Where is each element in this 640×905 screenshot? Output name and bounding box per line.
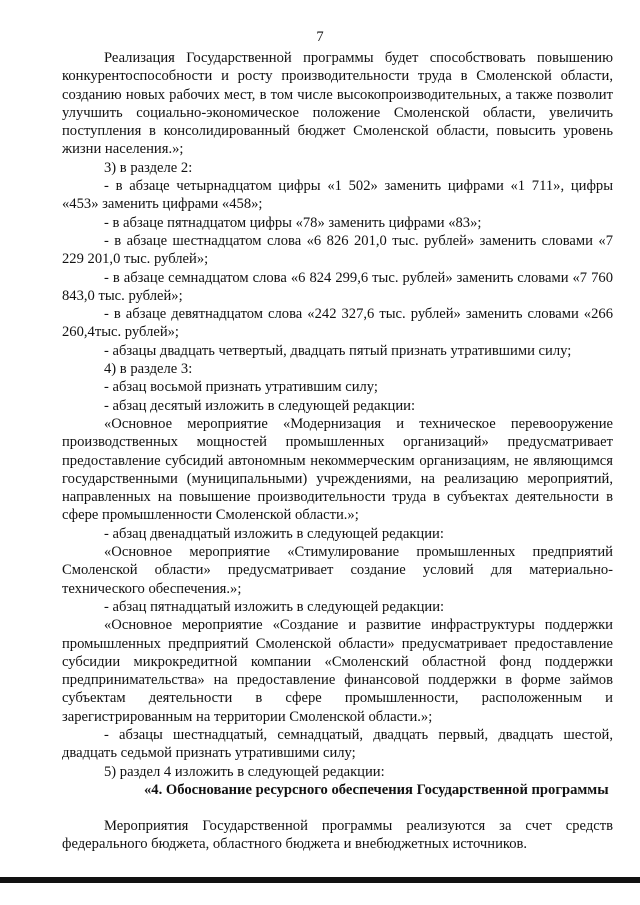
page-number: 7 (316, 29, 324, 45)
paragraph: - абзац восьмой признать утратившим силу; (104, 379, 378, 396)
paragraph: - абзац десятый изложить в следующей редакции: (104, 397, 416, 414)
paragraph: «Основное мероприятие «Модернизация и техническое перевооружение производственных мощностей промышленных организаций» предусматривает предоставление субсидий автономным некоммерческим организациям, не являющимся государственными (муниципальными) учреждениями, на реализацию мероприятий, направленных на повышение производительности труда в субъектах деятельности в сфере промышленности Смоленской области.»; (62, 415, 613, 524)
document-body (62, 49, 613, 854)
paragraph: 5) раздел 4 изложить в следующей редакции: (104, 763, 385, 780)
paragraph: 3) в разделе 2: (104, 159, 193, 176)
paragraph: «Основное мероприятие «Создание и развитие инфраструктуры поддержки промышленных предприятий Смоленской области» предусматривает предоставление субсидии микрокредитной компании «Смоленский областной фонд поддержки предпринимательства» на предоставление финансовой поддержки в форме займов субъектам деятельности в сфере промышленности, расположенным и зарегистрированным на территории Смоленской области.»; (62, 617, 613, 725)
paragraph: 4) в разделе 3: (104, 361, 193, 378)
paragraph: - в абзаце семнадцатом слова «6 824 299,6 тыс. рублей» заменить словами «7 760 843,0 тыс. рублей»; (62, 269, 613, 304)
spacer (62, 799, 613, 817)
section-heading: «4. Обоснование ресурсного обеспечения Государственной программы (144, 781, 609, 798)
paragraph: - абзац двенадцатый изложить в следующей редакции: (104, 525, 444, 542)
paragraph: - абзацы двадцать четвертый, двадцать пятый признать утратившими силу; (104, 342, 572, 359)
paragraph: - абзацы шестнадцатый, семнадцатый, двадцать первый, двадцать шестой, двадцать седьмой признать утратившими силу; (62, 726, 613, 762)
scan-edge-bar (0, 877, 640, 883)
paragraph: - абзац пятнадцатый изложить в следующей редакции: (104, 598, 445, 615)
paragraph: Реализация Государственной программы будет способствовать повышению конкурентоспособности и росту производительности труда в Смоленской области, созданию новых рабочих мест, в том числе высокопроизводительных, а также позволит улучшить социально-экономическое положение Смоленской области, увеличить поступления в консолидированный бюджет Смоленской области, повысить уровень жизни населения.»; (62, 50, 613, 158)
paragraph: - в абзаце пятнадцатом цифры «78» заменить цифрами «83»; (104, 214, 482, 231)
paragraph: - в абзаце четырнадцатом цифры «1 502» заменить цифрами «1 711», цифры «453» заменить цифрами «458»; (62, 178, 613, 213)
paragraph: - в абзаце девятнадцатом слова «242 327,6 тыс. рублей» заменить словами «266 260,4тыс. рублей»; (62, 306, 613, 341)
paragraph: «Основное мероприятие «Стимулирование промышленных предприятий Смоленской области» предусматривает создание условий для материально-технического обеспечения.»; (62, 544, 613, 597)
paragraph: Мероприятия Государственной программы реализуются за счет средств федерального бюджета, областного бюджета и внебюджетных источников. (62, 818, 613, 853)
paragraph: - в абзаце шестнадцатом слова «6 826 201,0 тыс. рублей» заменить словами «7 229 201,0 тыс. рублей»; (62, 232, 613, 268)
